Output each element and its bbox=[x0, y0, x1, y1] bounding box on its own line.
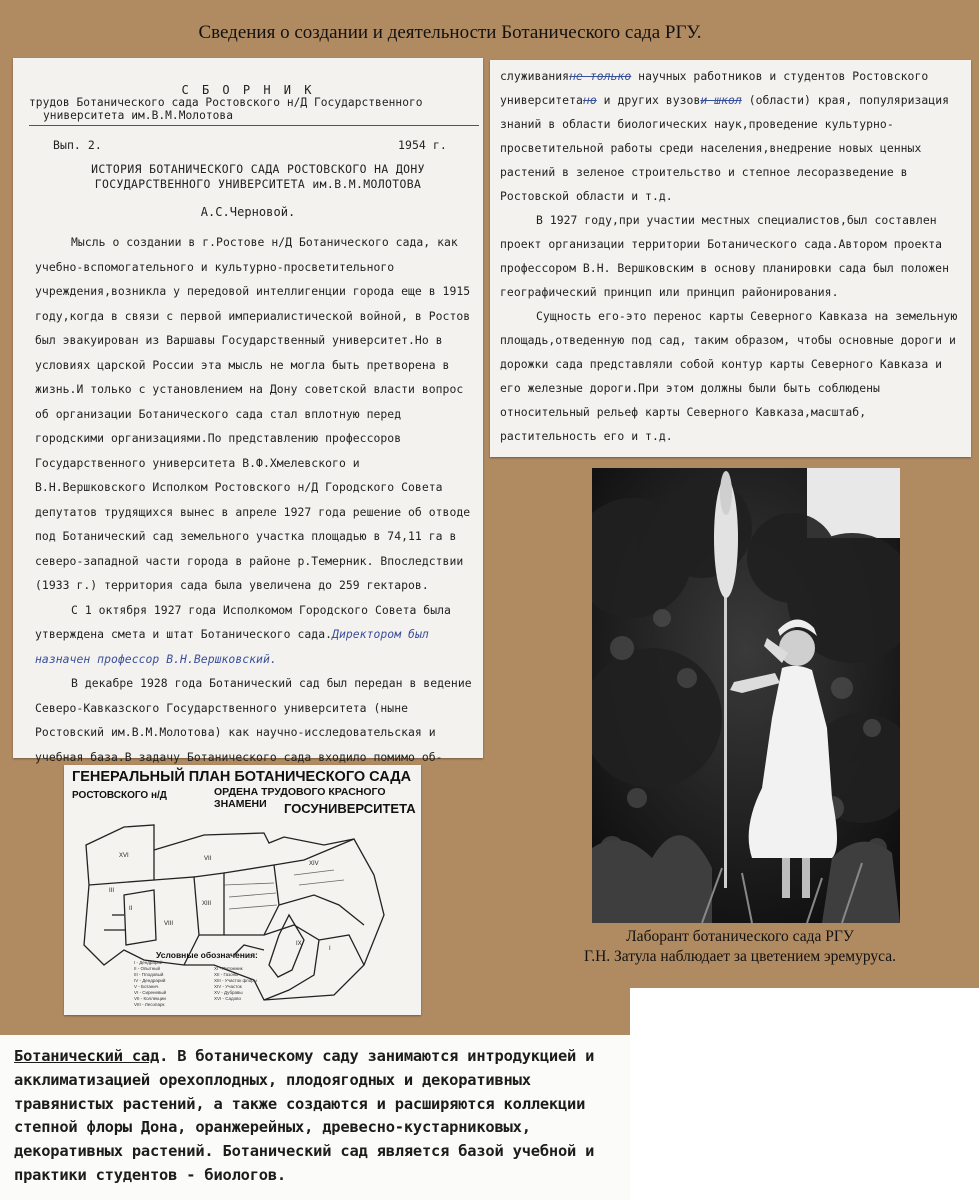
paragraph-2-text: С 1 октября 1927 года Исполкомом Городского Совета была утверждена смета и штат Ботанического сада. bbox=[35, 602, 451, 641]
svg-text:VIII - Лесопарк: VIII - Лесопарк bbox=[134, 1002, 165, 1007]
plan-title-main: ГЕНЕРАЛЬНЫЙ ПЛАН БОТАНИЧЕСКОГО САДА bbox=[72, 769, 412, 785]
svg-text:XVI - Садово: XVI - Садово bbox=[214, 996, 242, 1001]
issue-year: 1954 г. bbox=[398, 138, 447, 152]
paragraph-2 bbox=[35, 598, 475, 672]
svg-text:XI - Питомник: XI - Питомник bbox=[214, 966, 243, 971]
blank-area bbox=[630, 988, 979, 1200]
article-title bbox=[53, 162, 463, 192]
issue-number: Вып. 2. bbox=[53, 138, 102, 152]
photo-caption bbox=[520, 927, 960, 967]
svg-text:VI - Сиреневый: VI - Сиреневый bbox=[134, 990, 167, 995]
plan-map bbox=[64, 765, 421, 1015]
article-author: А.С.Черновой. bbox=[200, 205, 296, 219]
svg-text:III - Плодовый: III - Плодовый bbox=[134, 972, 164, 977]
svg-text:XIV - Участок: XIV - Участок bbox=[214, 984, 242, 989]
handwritten-insertion: Директором был назначен профессор В.Н.Вершковский. bbox=[35, 627, 429, 666]
svg-text:XIII: XIII bbox=[202, 901, 212, 907]
plan-title-suffix: РОСТОВСКОГО н/Д bbox=[72, 790, 167, 801]
struck-text: не только bbox=[569, 69, 632, 83]
text-fragment: (области) края, популяризация знаний в области биологических наук,проведение культурно-просветительной работы среди населения,внедрение новых ценных растений в зеленое строительство и степное лесоразведение в Ростовской области и т.д. bbox=[500, 93, 950, 203]
header-divider bbox=[29, 125, 479, 126]
svg-text:I - Дендрарий: I - Дендрарий bbox=[134, 960, 163, 965]
article-continuation bbox=[500, 64, 962, 448]
laboratory-photo bbox=[592, 468, 900, 923]
struck-text: но bbox=[582, 93, 597, 107]
svg-text:XVI: XVI bbox=[119, 853, 129, 859]
article-title-line2: ГОСУДАРСТВЕННОГО УНИВЕРСИТЕТА им.В.М.МОЛОТОВА bbox=[94, 177, 422, 191]
collection-subtitle-line1: трудов Ботанического сада Ростовского н/Д Государственного bbox=[29, 96, 423, 109]
svg-text:XIV: XIV bbox=[309, 861, 319, 867]
paragraph-essence: Сущность его-это перенос карты Северного Кавказа на земельную площадь,отведенную под сад, таким образом, чтобы основные дороги и дорожки сада представляли собой контур карты Северного Кавказа и его железные дороги.При этом должны были быть соблюдены относительный рельеф карты Северного Кавказа,масштаб, растительность его и т.д. bbox=[500, 309, 958, 443]
paragraph-1: Мысль о создании в г.Ростове н/Д Ботанического сада, как учебно-вспомогательного и культурно-просветительного учреждения,возникла у передовой интеллигенции города еще в 1915 году,когда в связи с первой империалистической войной, в Ростов был эвакуирован из Варшавы Государственный университет.Но в условиях царской России эта мысль не могла быть претворена в жизнь.И только с установлением на Дону советской власти вопрос об организации Ботанического сада стал вплотную перед городскими организациями.По представлению профессоров Государственного университета В.Ф.Хмелевского и В.Н.Вершковского Исполком Ростовского н/Д Городского Совета депутатов трудящихся вынес в апреле 1927 года решение об отводе под Ботанический сад земельного участка площадью в 74,11 га в северо-западной части города в районе р.Темерник. Впоследствии (1933 г.) территория сада была увеличена до 259 гектаров. bbox=[35, 235, 471, 592]
description-text: . В ботаническому саду занимаются интродукцией и акклиматизацией орехоплодных, плодоягодных и декоративных травянистых растений, а также создаются и расширяются коллекции степной флоры Дона, оранжерейных, древесно-кустарниковых, декоративных растений. Ботанический сад является базой учебной и практики студентов - биологов. bbox=[14, 1047, 595, 1184]
paragraph-project: В 1927 году,при участии местных специалистов,был составлен проект организации территории Ботанического сада.Автором проекта профессором В.Н. Вершковским в основу планировки сада был положен географический принцип или принцип районирования. bbox=[500, 213, 950, 299]
article-title-line1: ИСТОРИЯ БОТАНИЧЕСКОГО САДА РОСТОВСКОГО НА ДОНУ bbox=[91, 162, 425, 176]
caption-line1: Лаборант ботанического сада РГУ bbox=[626, 928, 854, 945]
svg-text:VII: VII bbox=[204, 856, 212, 862]
svg-text:II: II bbox=[129, 906, 133, 912]
text-fragment: служивания bbox=[500, 69, 570, 83]
board-title: Сведения о создании и деятельности Ботанического сада РГУ. bbox=[198, 22, 702, 43]
botanical-garden-description bbox=[14, 1045, 634, 1188]
right-document-page bbox=[490, 60, 971, 457]
svg-text:II - Опытный: II - Опытный bbox=[134, 966, 160, 971]
garden-general-plan bbox=[64, 765, 421, 1015]
svg-text:III: III bbox=[109, 888, 115, 894]
svg-text:I: I bbox=[329, 946, 331, 952]
bottom-document-excerpt bbox=[0, 1035, 630, 1200]
article-body bbox=[35, 230, 475, 769]
collection-subtitle-line2: университета им.В.М.Молотова bbox=[43, 109, 233, 122]
left-document-page bbox=[13, 58, 483, 764]
svg-text:XIII - Участок флоры: XIII - Участок флоры bbox=[214, 978, 257, 983]
svg-text:VII - Коллекции: VII - Коллекции bbox=[134, 996, 166, 1001]
svg-text:XII - Газоны: XII - Газоны bbox=[214, 972, 239, 977]
description-lead: Ботанический сад bbox=[14, 1047, 160, 1065]
paragraph-3: В декабре 1928 года Ботанический сад был передан в ведение Северо-Кавказского Государственного университета (ныне Ростовский им.В.М.Молотова) как научно-исследовательская и учебная база.В задачу Ботанического сада входило помимо об- bbox=[35, 676, 472, 764]
svg-text:VIII: VIII bbox=[164, 921, 174, 927]
text-fragment: и других вузов bbox=[596, 93, 701, 107]
text-fragment: научных работников и студентов Ростовского университета bbox=[500, 69, 929, 107]
struck-text: и школ bbox=[700, 93, 742, 107]
paragraph-continued bbox=[500, 64, 962, 208]
collection-header: С Б О Р Н И К bbox=[181, 83, 315, 97]
svg-text:XV - Дубравы: XV - Дубравы bbox=[214, 990, 243, 995]
svg-text:IX: IX bbox=[296, 941, 302, 947]
photo-illustration bbox=[592, 468, 900, 923]
plan-subtitle: ОРДЕНА ТРУДОВОГО КРАСНОГО ЗНАМЕНИ bbox=[214, 786, 386, 810]
plan-university: ГОСУНИВЕРСИТЕТА bbox=[284, 801, 416, 816]
svg-text:IV - Дендрарий: IV - Дендрарий bbox=[134, 978, 166, 983]
svg-text:V - Ботанич.: V - Ботанич. bbox=[134, 984, 160, 989]
plan-legend-title: Условные обозначения: bbox=[156, 950, 258, 960]
collection-subtitle bbox=[29, 96, 479, 122]
caption-line2: Г.Н. Затула наблюдает за цветением эремуруса. bbox=[584, 948, 896, 965]
